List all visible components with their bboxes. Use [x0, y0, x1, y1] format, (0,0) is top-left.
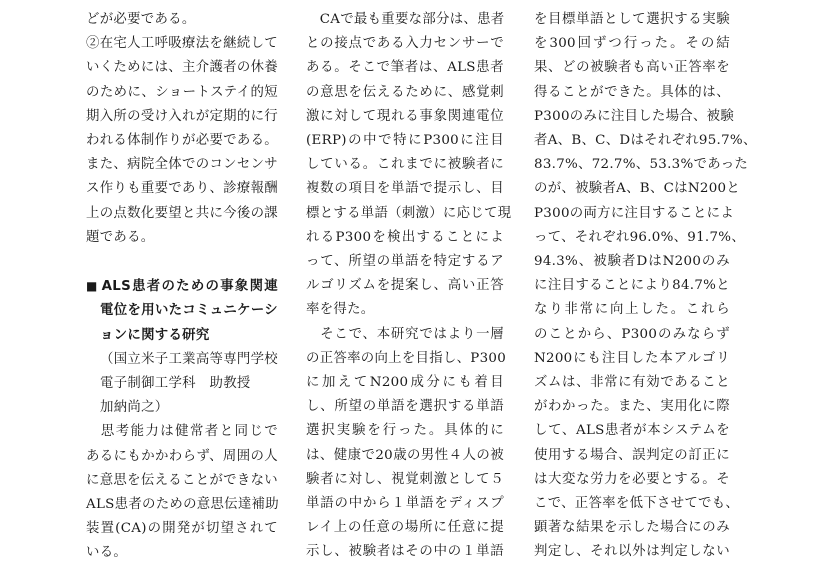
section-title-line: ALS患者のための事象関連 — [101, 279, 278, 295]
text-line: 得ることができた。具体的は、 — [534, 84, 730, 100]
text-line: 果、どの被験者も高い正答率を — [534, 60, 730, 76]
text-line: また、病院全体でのコンセンサ — [86, 157, 278, 173]
text-line: ある。そこで筆者は、ALS患者 — [306, 60, 504, 76]
affiliation-line: 電子制御工学科 助教授 — [100, 376, 251, 392]
text-line: 期入所の受け入れが定期的に行 — [86, 108, 278, 124]
text-line: 使用する場合、誤判定の訂正に — [534, 447, 730, 463]
text-line: どが必要である。 — [86, 12, 196, 27]
text-line: 選択実験を行った。具体的に — [306, 423, 504, 439]
text-line: P300のみに注目した場合、被験 — [534, 108, 735, 124]
text-line: 者A、B、C、Dはそれぞれ95.7%、 — [534, 133, 757, 149]
text-line: 題である。 — [86, 229, 155, 245]
section-heading — [86, 274, 278, 299]
text-line: れるP300を検出することによ — [306, 229, 504, 245]
text-line: のが、被験者A、B、CはN200と — [534, 181, 741, 197]
text-column-1 — [86, 8, 278, 566]
text-line: ズムは、非常に有効であること — [534, 375, 730, 391]
text-line: のために、ショートステイ的短 — [86, 84, 278, 100]
text-line: を300回ずつ行った。その結 — [534, 36, 730, 52]
text-line: われる体制作りが必要である。 — [86, 133, 278, 149]
text-line: なり非常に向上した。これら — [534, 302, 730, 318]
text-line: 判定し、それ以外は判定しない — [534, 544, 730, 560]
text-line: ス作りも重要であり、診療報酬 — [86, 181, 278, 197]
section-title-line: 電位を用いたコミュニケーシ — [100, 303, 278, 319]
text-line: がわかった。また、実用化に際 — [534, 399, 730, 415]
text-line: のことから、P300のみならず — [534, 326, 730, 342]
text-line: 標とする単語（刺激）に応じて現 — [306, 205, 512, 221]
text-line: は、健康で20歳の男性４人の被 — [306, 447, 504, 463]
affiliation-line: （国立米子工業高等専門学校 — [100, 351, 278, 367]
section-title-line: ョンに関する研究 — [100, 327, 210, 343]
text-line: 83.7%、72.7%、53.3%であった — [534, 157, 749, 173]
text-line: ②在宅人工呼吸療法を継続して — [86, 36, 278, 52]
text-line: いる。 — [86, 545, 128, 561]
text-line: 思考能力は健常者と同じで — [86, 424, 278, 440]
text-line: CAで最も重要な部分は、患者 — [306, 12, 505, 27]
text-line: の正答率の向上を目指し、P300 — [306, 350, 507, 366]
text-line: 複数の項目を単語で提示し、目 — [306, 181, 504, 197]
text-line: は大変な労力を必要とする。そ — [534, 471, 730, 487]
text-line: レイ上の任意の場所に任意に提 — [306, 520, 504, 536]
text-line: こで、正答率を低下させてでも、 — [534, 496, 740, 512]
text-line: 単語の中から１単語をディスプ — [306, 496, 504, 512]
text-line: 上の点数化要望と共に今後の課 — [86, 205, 278, 221]
text-line: あるにもかかわらず、周囲の人 — [86, 448, 278, 464]
text-line: ルゴリズムを提案し、高い正答 — [306, 278, 504, 294]
text-line: に意思を伝えることができない — [86, 472, 278, 488]
text-line: に注目することにより84.7%と — [534, 278, 730, 294]
text-line: の意思を伝えるために、感覚刺 — [306, 84, 504, 100]
text-line: って、所望の単語を特定するア — [306, 254, 504, 270]
text-line: ALS患者のための意思伝達補助 — [86, 497, 279, 513]
text-line: 装置(CA)の開発が切望されて — [86, 521, 278, 537]
text-line: に加えてN200成分にも着目 — [306, 375, 504, 391]
text-line: いくためには、主介護者の休養 — [86, 60, 278, 76]
text-line: し、所望の単語を選択する単語 — [306, 399, 504, 415]
text-line: との接点である入力センサーで — [306, 36, 504, 52]
text-line: P300の両方に注目することによ — [534, 205, 735, 221]
text-line: 94.3%、被験者DはN200のみ — [534, 254, 730, 270]
text-line: して、ALS患者が本システムを — [534, 423, 730, 439]
text-line: 率を得た。 — [306, 302, 375, 318]
text-line: (ERP)の中で特にP300に注目 — [306, 133, 504, 149]
text-line: している。これまでに被験者に — [306, 157, 504, 173]
text-column-3 — [534, 8, 757, 565]
text-column-2 — [306, 8, 512, 565]
affiliation-line: 加納尚之） — [100, 400, 169, 416]
text-line: 示し、被験者はその中の１単語 — [306, 544, 504, 560]
text-line: 顕著な結果を示した場合にのみ — [534, 520, 730, 536]
text-line: 激に対して現れる事象関連電位 — [306, 108, 504, 124]
text-line: って、それぞれ96.0%、91.7%、 — [534, 229, 746, 245]
text-line: N200にも注目した本アルゴリ — [534, 350, 730, 366]
text-line: を目標単語として選択する実験 — [534, 12, 730, 27]
text-line: そこで、本研究ではより一層 — [306, 326, 504, 342]
text-line: 験者に対し、視覚刺激として５ — [306, 471, 504, 487]
section-spacer — [86, 250, 278, 274]
section-bullet-icon: ■ — [86, 279, 99, 294]
